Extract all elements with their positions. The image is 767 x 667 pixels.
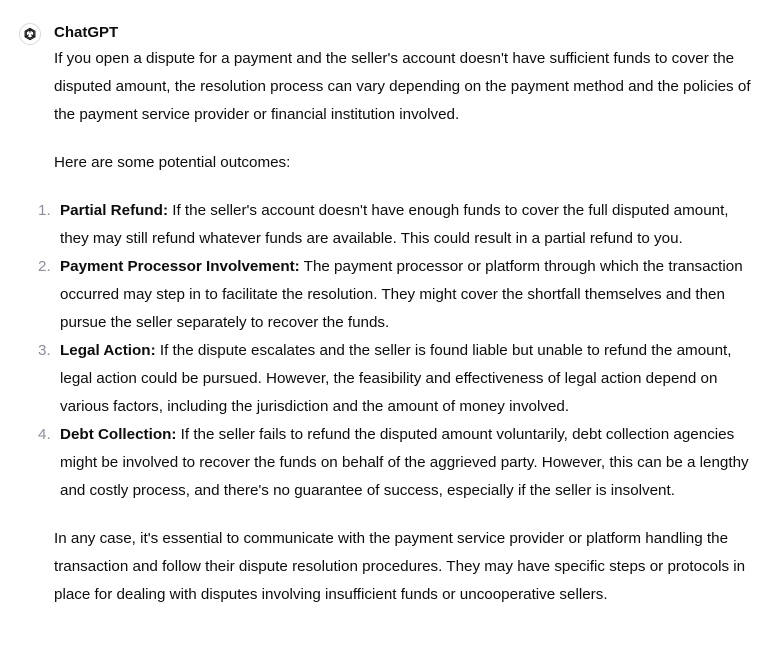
list-number: 1. [38,202,51,219]
outcome-title: Payment Processor Involvement: [60,258,300,275]
list-number: 2. [38,258,51,275]
assistant-avatar [19,23,41,45]
message-author: ChatGPT [54,24,119,41]
outcome-text: If the dispute escalates and the seller is found liable but unable to refund the amount, legal action could be pursued. However, the feasibility and effectiveness of legal action depend on various factors, including the jurisdiction and the amount of money involved. [60,342,732,415]
outcome-text: If the seller's account doesn't have enough funds to cover the full disputed amount, they may still refund whatever funds are available. This could result in a partial refund to you. [60,202,729,247]
lead-paragraph: Here are some potential outcomes: [54,154,291,171]
list-number: 3. [38,342,51,359]
list-item [38,253,754,337]
message-body [38,45,754,629]
list-item [38,197,754,253]
list-item [38,421,754,505]
outcomes-list [38,197,754,505]
list-item [38,337,754,421]
openai-logo-icon [22,26,38,42]
outcome-text: If the seller fails to refund the disputed amount voluntarily, debt collection agencies might be involved to recover the funds on behalf of the aggrieved party. However, this can be a lengthy and costly process, and there's no guarantee of success, especially if the seller is insolvent. [60,426,749,499]
outcome-title: Partial Refund: [60,202,169,219]
outcome-text: The payment processor or platform through which the transaction occurred may step in to facilitate the resolution. They might cover the shortfall themselves and then pursue the seller separately to recover the funds. [60,258,743,331]
intro-paragraph: If you open a dispute for a payment and the seller's account doesn't have sufficient funds to cover the disputed amount, the resolution process can vary depending on the payment method and the policies of the payment service provider or financial institution involved. [54,50,751,123]
conclusion-paragraph: In any case, it's essential to communicate with the payment service provider or platform handling the transaction and follow their dispute resolution procedures. They may have specific steps or protocols in place for dealing with disputes involving insufficient funds or uncooperative sellers. [54,530,746,603]
outcome-title: Legal Action: [60,342,156,359]
list-number: 4. [38,426,51,443]
outcome-title: Debt Collection: [60,426,177,443]
